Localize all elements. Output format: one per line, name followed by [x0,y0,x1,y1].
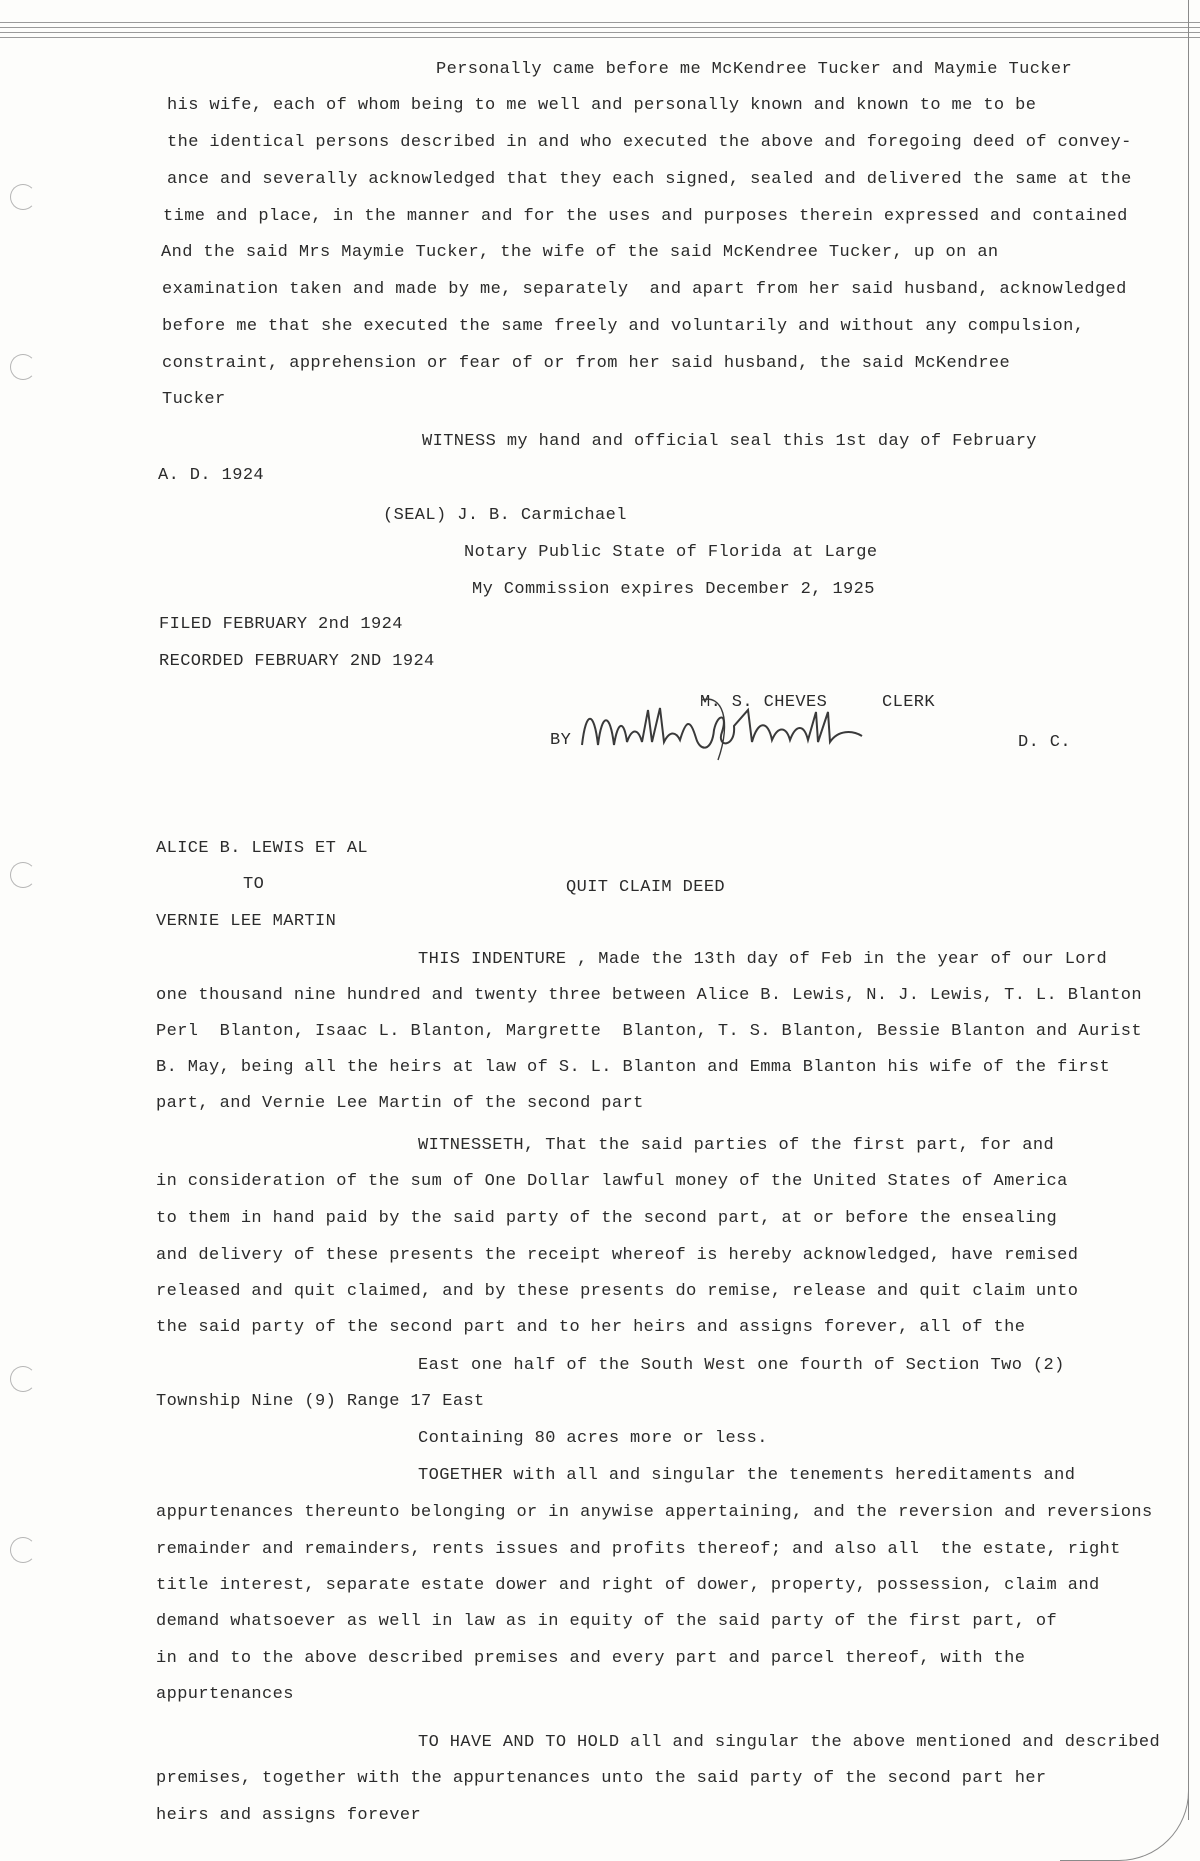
ack-line: the identical persons described in and who executed the above and foregoing deed of convey- [167,133,1132,152]
deed-line: demand whatsoever as well in law as in equity of the said party of the first part, of [156,1612,1058,1631]
header-rule [0,37,1200,38]
ack-line: Tucker [162,390,226,409]
deed-line: and delivery of these presents the receipt whereof is hereby acknowledged, have remised [156,1246,1079,1265]
by-label: BY [550,731,572,750]
property-description: East one half of the South West one fourth of Section Two (2) [418,1356,1065,1375]
notary-name: (SEAL) J. B. Carmichael [383,506,627,525]
deed-line: remainder and remainders, rents issues and profits thereof; and also all the estate, right [156,1540,1121,1559]
deed-line: the said party of the second part and to her heirs and assigns forever, all of the [156,1318,1026,1337]
deed-line: appurtenances thereunto belonging or in anywise appertaining, and the reversion and reversions [156,1503,1153,1522]
ack-line: his wife, each of whom being to me well and personally known and known to me to be [167,96,1037,115]
deed-line: in consideration of the sum of One Dollar lawful money of the United States of America [156,1172,1068,1191]
ack-line: constraint, apprehension or fear of or from her said husband, the said McKendree [162,354,1011,373]
to-label: TO [243,875,265,894]
property-description: Township Nine (9) Range 17 East [156,1392,485,1411]
deed-type: QUIT CLAIM DEED [566,878,726,897]
deed-line: heirs and assigns forever [156,1806,422,1825]
ack-year: A. D. 1924 [158,466,265,485]
ack-line: Personally came before me McKendree Tucker and Maymie Tucker [436,60,1073,79]
header-rule [0,22,1200,23]
binder-hole [10,862,36,888]
deed-line: WITNESSETH, That the said parties of the first part, for and [418,1136,1055,1155]
commission-expiry: My Commission expires December 2, 1925 [472,580,875,599]
witness-line: WITNESS my hand and official seal this 1st day of February [422,432,1037,451]
deed-line: TO HAVE AND TO HOLD all and singular the above mentioned and described [418,1733,1161,1752]
deputy-clerk-signature [572,690,902,770]
deed-line: TOGETHER with all and singular the tenements hereditaments and [418,1466,1076,1485]
deed-line: THIS INDENTURE , Made the 13th day of Feb in the year of our Lord [418,950,1108,969]
clerk-name: M. S. CHEVES [700,693,828,712]
binder-hole [10,1366,36,1392]
deed-line: title interest, separate estate dower and right of dower, property, possession, claim and [156,1576,1100,1595]
deputy-clerk-label: D. C. [1018,733,1072,752]
ack-line: before me that she executed the same freely and voluntarily and without any compulsion, [162,317,1085,336]
notary-title: Notary Public State of Florida at Large [464,543,878,562]
ack-line: ance and severally acknowledged that they each signed, sealed and delivered the same at the [167,170,1132,189]
binder-hole [10,1537,36,1563]
binder-hole [10,184,36,210]
page-edge [1188,0,1189,1820]
ack-line: time and place, in the manner and for the uses and purposes therein expressed and contained [163,207,1128,226]
deed-line: Perl Blanton, Isaac L. Blanton, Margrette Blanton, T. S. Blanton, Bessie Blanton and Aurist [156,1022,1142,1041]
recorded-date: RECORDED FEBRUARY 2ND 1924 [159,652,435,671]
binder-hole [10,354,36,380]
filed-date: FILED FEBRUARY 2nd 1924 [159,615,403,634]
clerk-title: CLERK [882,693,936,712]
grantee: VERNIE LEE MARTIN [156,912,337,931]
deed-line: appurtenances [156,1685,294,1704]
ack-line: And the said Mrs Maymie Tucker, the wife of the said McKendree Tucker, up on an [161,243,999,262]
acreage: Containing 80 acres more or less. [418,1429,768,1448]
page-corner [1060,1760,1189,1861]
deed-line: in and to the above described premises and every part and parcel thereof, with the [156,1649,1026,1668]
header-rule [0,32,1200,33]
deed-line: part, and Vernie Lee Martin of the second part [156,1094,644,1113]
deed-line: premises, together with the appurtenances unto the said party of the second part her [156,1769,1047,1788]
deed-line: B. May, being all the heirs at law of S. L. Blanton and Emma Blanton his wife of the first [156,1058,1111,1077]
deed-line: to them in hand paid by the said party of the second part, at or before the ensealing [156,1209,1058,1228]
deed-line: one thousand nine hundred and twenty three between Alice B. Lewis, N. J. Lewis, T. L. Blanton [156,986,1142,1005]
header-rule [0,27,1200,28]
ack-line: examination taken and made by me, separately and apart from her said husband, acknowledged [162,280,1127,299]
grantor: ALICE B. LEWIS ET AL [156,839,369,858]
deed-line: released and quit claimed, and by these presents do remise, release and quit claim unto [156,1282,1079,1301]
